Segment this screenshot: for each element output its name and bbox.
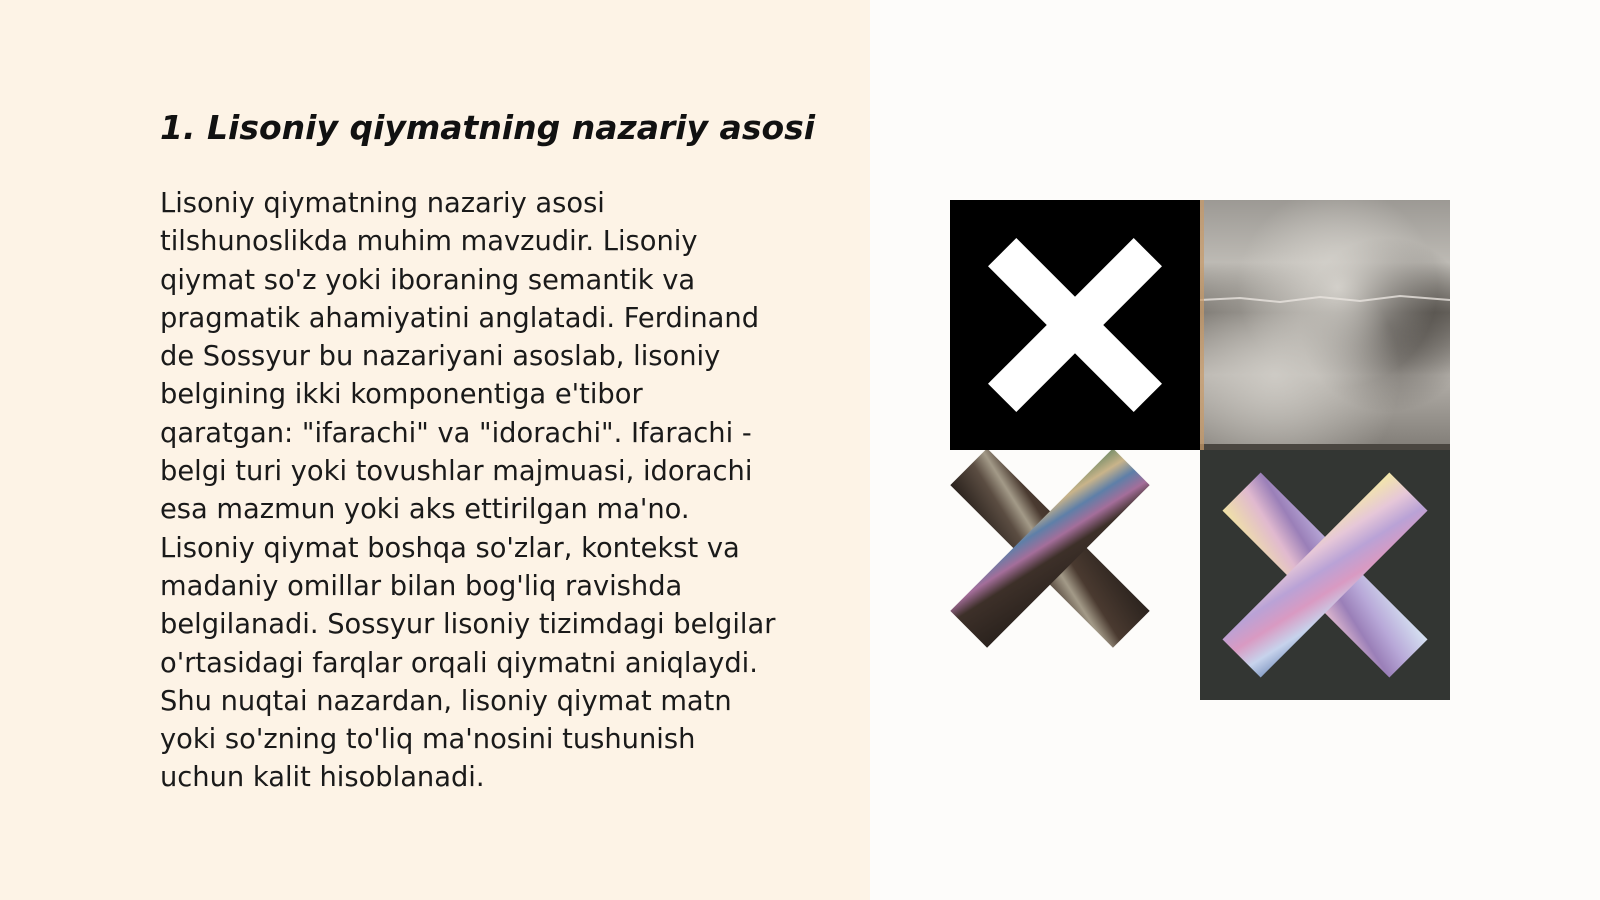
body-line: qiymat so'z yoki iboraning semantik va (160, 264, 696, 296)
body-line: Lisoniy qiymat boshqa so'zlar, kontekst va (160, 532, 740, 564)
cloudy-sky-image (1200, 200, 1450, 450)
body-line: Lisoniy qiymatning nazariy asosi (160, 188, 605, 219)
iridescent-x-image (950, 450, 1200, 700)
body-line: madaniy omillar bilan bog'liq ravishda (160, 570, 683, 602)
body-line: tilshunoslikda muhim mavzudir. Lisoniy (160, 226, 698, 258)
body-line: yoki so'zning to'liq ma'nosini tushunish (160, 724, 696, 756)
body-line: qaratgan: "ifarachi" va "idorachi". Ifarachi - (160, 417, 752, 449)
body-line: belgilanadi. Sossyur lisoniy tizimdagi belgilar (160, 609, 776, 641)
body-line: belgi turi yoki tovushlar majmuasi, idorachi (160, 456, 753, 488)
body-line: o'rtasidagi farqlar orqali qiymatni aniqlaydi. (160, 647, 758, 679)
white-x-on-black-image (950, 200, 1200, 450)
body-line: Shu nuqtai nazardan, lisoniy qiymat matn (160, 685, 732, 717)
holographic-x-image (1200, 450, 1450, 700)
body-line: de Sossyur bu nazariyani asoslab, lisoniy (160, 341, 721, 373)
body-line: esa mazmun yoki aks ettirilgan ma'no. (160, 494, 690, 526)
slide-title: 1. Lisoniy qiymatning nazariy asosi (160, 108, 816, 147)
album-art-collage (950, 200, 1450, 700)
body-line: pragmatik ahamiyatini anglatadi. Ferdinand (160, 302, 760, 334)
slide-body (160, 185, 850, 798)
body-line: belgining ikki komponentiga e'tibor (160, 379, 643, 411)
body-line: uchun kalit hisoblanadi. (160, 762, 485, 794)
